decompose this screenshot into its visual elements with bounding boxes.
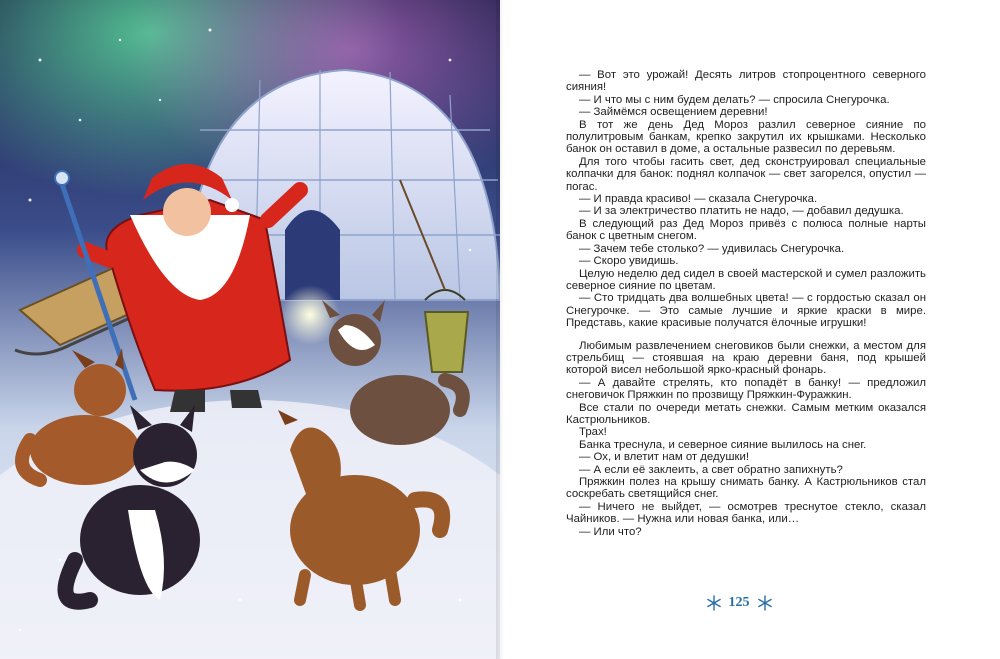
- paragraph: Все стали по очереди метать снежки. Самым метким оказался Кастрюльников.: [566, 401, 926, 426]
- paragraph: — Зачем тебе столько? — удивилась Снегурочка.: [579, 242, 845, 255]
- snowflake-icon: [706, 595, 722, 611]
- section-break: [566, 330, 926, 340]
- staff-top: [55, 171, 69, 185]
- paragraph: Трах!: [579, 426, 607, 439]
- snowflake-icon: [757, 595, 773, 611]
- page-number: 125: [728, 595, 750, 610]
- paragraph: — Скоро увидишь.: [579, 255, 679, 268]
- text-page: [504, 0, 1000, 659]
- paragraph: Банка треснула, и северное сияние вылилось на снег.: [579, 438, 867, 451]
- paragraph: В следующий раз Дед Мороз привёз с полюса полные нарты банок с цветным снегом.: [566, 217, 926, 243]
- paragraph: — Ничего не выйдет, — осмотрев треснутое стекло, сказал Чайников. — Нужна или новая банка, или…: [566, 500, 926, 526]
- paragraph: — Вот это урожай! Десять литров стопроцентного северного сияния!: [566, 69, 926, 94]
- paragraph: — Или что?: [579, 525, 642, 538]
- paragraph: Любимым развлечением снеговиков были снежки, а местом для стрельбищ — стоявшая на краю деревни баня, под крышей которой висел небольшой ярко-красный фонарь.: [566, 339, 926, 377]
- paragraph: Пряжкин полез на крышу снимать банку. А Кастрюльников стал соскребать светящийся снег.: [566, 476, 926, 501]
- paragraph: — Сто тридцать два волшебных цвета! — с гордостью сказал он Снегурочке. — Это самые лучшие и яркие краски в мире. Представь, какие красивые получатся ёлочные игрушки!: [566, 292, 926, 330]
- paragraph: — И что мы с ним будем делать? — спросила Снегурочка.: [579, 93, 890, 106]
- folio: [704, 595, 774, 611]
- paragraph: Для того чтобы гасить свет, дед сконструировал специальные колпачки для банок: поднял колпачок — свет загорелся, опустил — погас.: [566, 155, 926, 193]
- paragraph: — И правда красиво! — сказала Снегурочка.: [579, 193, 818, 206]
- paragraph: — И за электричество платить не надо, — добавил дедушка.: [579, 205, 904, 218]
- paragraph: — А если её заклеить, а свет обратно запихнуть?: [579, 463, 843, 476]
- paragraph: — А давайте стрелять, кто попадёт в банку! — предложил снеговичок Пряжкин по прозвищу Пряжкин-Фуражкин.: [566, 376, 926, 402]
- paragraph: — Займёмся освещением деревни!: [579, 106, 768, 119]
- paragraph: В тот же день Дед Мороз разлил северное сияние по полулитровым банкам, крепко закрутил их крышками. Несколько банок он оставил в доме, а остальные развесил по деревьям.: [566, 118, 926, 156]
- gutter-shadow: [496, 0, 504, 659]
- paragraph: Целую неделю дед сидел в своей мастерской и сумел разложить северное сияние по цветам.: [566, 267, 926, 292]
- paragraph: — Ох, и влетит нам от дедушки!: [579, 451, 750, 464]
- story-text: [566, 69, 926, 538]
